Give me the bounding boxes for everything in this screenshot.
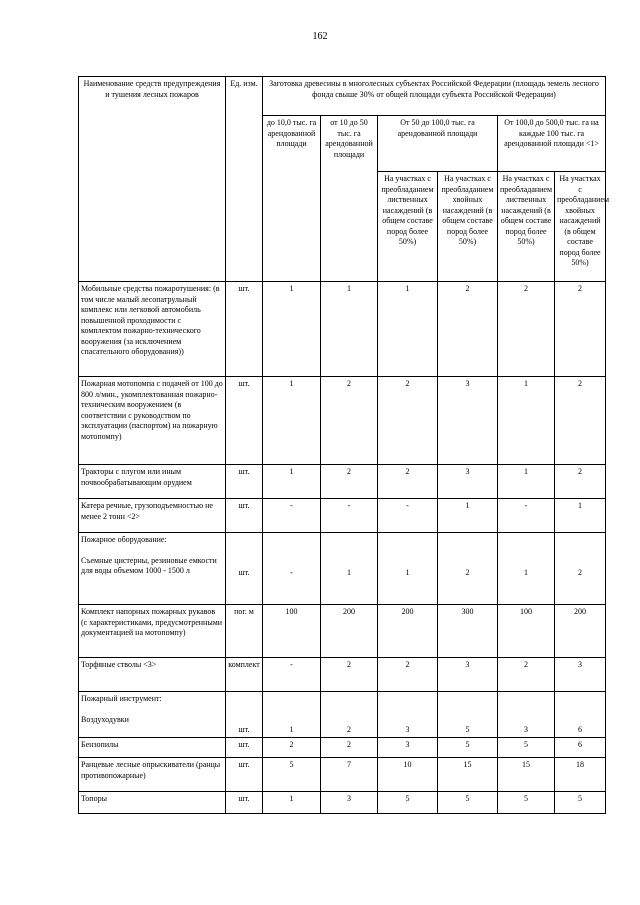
row-value: 5 [438,738,498,758]
header-sub-deciduous: На участках с преобладанием лиственных насаждений (в общем составе пород более 50%) [378,172,438,282]
row-value: 15 [498,758,555,792]
row-value: 1 [263,377,321,465]
header-group: Заготовка древесины в многолесных субъектах Российской Федерации (площадь земель лесного фонда свыше 30% от общей площади субъекта Российской Федерации) [263,77,606,116]
row-value: 5 [498,792,555,814]
row-unit: шт. [226,692,263,738]
row-value: 2 [555,533,606,605]
row-value: 5 [378,792,438,814]
row-value: 2 [438,282,498,377]
table-row [79,377,606,465]
header-col-1: до 10,0 тыс. га арендованной площади [263,116,321,282]
header-col-4: От 100,0 до 500,0 тыс. га на каждые 100 тыс. га арендованной площади <1> [498,116,606,172]
row-value: 1 [498,533,555,605]
row-value: 2 [555,282,606,377]
row-name [79,692,226,738]
page-number: 162 [312,31,328,42]
row-value: 2 [555,465,606,499]
row-value: 2 [378,465,438,499]
row-value: 100 [263,605,321,658]
row-unit: шт. [226,465,263,499]
row-value: 7 [321,758,378,792]
row-unit: шт. [226,758,263,792]
row-value: 1 [555,499,606,533]
row-value: - [321,499,378,533]
row-name-text: Съемные цистерны, резиновые емкости для воды объемом 1000 - 1500 л [81,555,217,575]
row-value: 1 [438,499,498,533]
row-value: 5 [498,738,555,758]
row-value: 2 [555,377,606,465]
row-value: 1 [321,533,378,605]
table-row [79,282,606,377]
header-sub-conifer: На участках с преобладанием хвойных насаждений (в общем составе пород более 50%) [438,172,498,282]
row-value: 1 [378,282,438,377]
row-value: 2 [321,658,378,692]
row-value: 5 [555,792,606,814]
row-unit: шт. [226,533,263,605]
table-row [79,605,606,658]
row-value: 5 [438,792,498,814]
row-value: 2 [321,738,378,758]
row-value: - [263,658,321,692]
row-value: - [498,499,555,533]
row-value: 300 [438,605,498,658]
table-row [79,738,606,758]
row-value: 1 [263,465,321,499]
header-sub-conifer: На участках с преобладанием хвойных насаждений (в общем составе пород более 50%) [555,172,606,282]
header-col-3: От 50 до 100,0 тыс. га арендованной площади [378,116,498,172]
row-value: 3 [438,658,498,692]
row-value: 1 [263,692,321,738]
header-col-2: от 10 до 50 тыс. га арендованной площади [321,116,378,282]
row-value: 200 [555,605,606,658]
header-name: Наименование средств предупреждения и тушения лесных пожаров [79,77,226,282]
row-value: 3 [498,692,555,738]
row-value: 2 [378,377,438,465]
row-value: 1 [378,533,438,605]
row-value: 18 [555,758,606,792]
row-value: 5 [438,692,498,738]
row-name: Пожарная мотопомпа с подачей от 100 до 800 л/мин., укомплектованная пожарно-техническим вооружением (в соответствии с руководством по эксплуатации (паспортом) на пожарную мотопомпу) [79,377,226,465]
row-value: 15 [438,758,498,792]
row-value: 1 [498,377,555,465]
row-value: 2 [498,658,555,692]
row-value: 3 [438,377,498,465]
row-value: 10 [378,758,438,792]
row-value: 3 [378,738,438,758]
row-value: 1 [263,792,321,814]
row-name [79,533,226,605]
row-value: 3 [555,658,606,692]
row-value: 3 [378,692,438,738]
section-label: Пожарный инструмент: [81,694,162,703]
row-name: Бензопилы [79,738,226,758]
row-name: Катера речные, грузоподъемностью не менее 2 тонн <2> [79,499,226,533]
row-value: 2 [378,658,438,692]
row-value: 6 [555,738,606,758]
row-value: - [263,499,321,533]
header-unit: Ед. изм. [226,77,263,282]
table-row [79,692,606,738]
row-unit: шт. [226,792,263,814]
row-value: 3 [438,465,498,499]
row-value: 5 [263,758,321,792]
table-row [79,792,606,814]
row-value: 2 [498,282,555,377]
row-name: Комплект напорных пожарных рукавов (с характеристиками, предусмотренными документацией на мотопомпу) [79,605,226,658]
row-unit: шт. [226,377,263,465]
row-value: - [378,499,438,533]
row-unit: пог. м [226,605,263,658]
row-value: 2 [321,692,378,738]
row-name: Топоры [79,792,226,814]
table-row [79,465,606,499]
row-value: 1 [321,282,378,377]
row-name: Ранцевые лесные опрыскиватели (ранцы противопожарные) [79,758,226,792]
row-value: 200 [378,605,438,658]
table-row [79,658,606,692]
header-sub-deciduous: На участках с преобладанием лиственных насаждений (в общем составе пород более 50%) [498,172,555,282]
table-row [79,533,606,605]
row-value: - [263,533,321,605]
row-value: 2 [438,533,498,605]
row-unit: шт. [226,282,263,377]
row-value: 200 [321,605,378,658]
row-value: 100 [498,605,555,658]
table-row [79,758,606,792]
row-value: 2 [321,377,378,465]
row-unit: комплект [226,658,263,692]
row-value: 1 [498,465,555,499]
row-value: 6 [555,692,606,738]
row-unit: шт. [226,499,263,533]
section-label: Пожарное оборудование: [81,535,167,544]
row-name: Тракторы с плугом или иным почвообрабатывающим орудием [79,465,226,499]
row-unit: шт. [226,738,263,758]
row-value: 3 [321,792,378,814]
row-value: 2 [263,738,321,758]
table-row [79,499,606,533]
row-name-text: Воздуходувки [81,714,129,724]
row-name: Торфяные стволы <3> [79,658,226,692]
fire-equipment-table [78,76,610,814]
row-name: Мобильные средства пожаротушения: (в том числе малый лесопатрульный комплекс или легковой автомобиль повышенной проходимости с комплектом пожарно-технического вооружения (за исключением спасательного оборудования)) [79,282,226,377]
row-value: 1 [263,282,321,377]
row-value: 2 [321,465,378,499]
